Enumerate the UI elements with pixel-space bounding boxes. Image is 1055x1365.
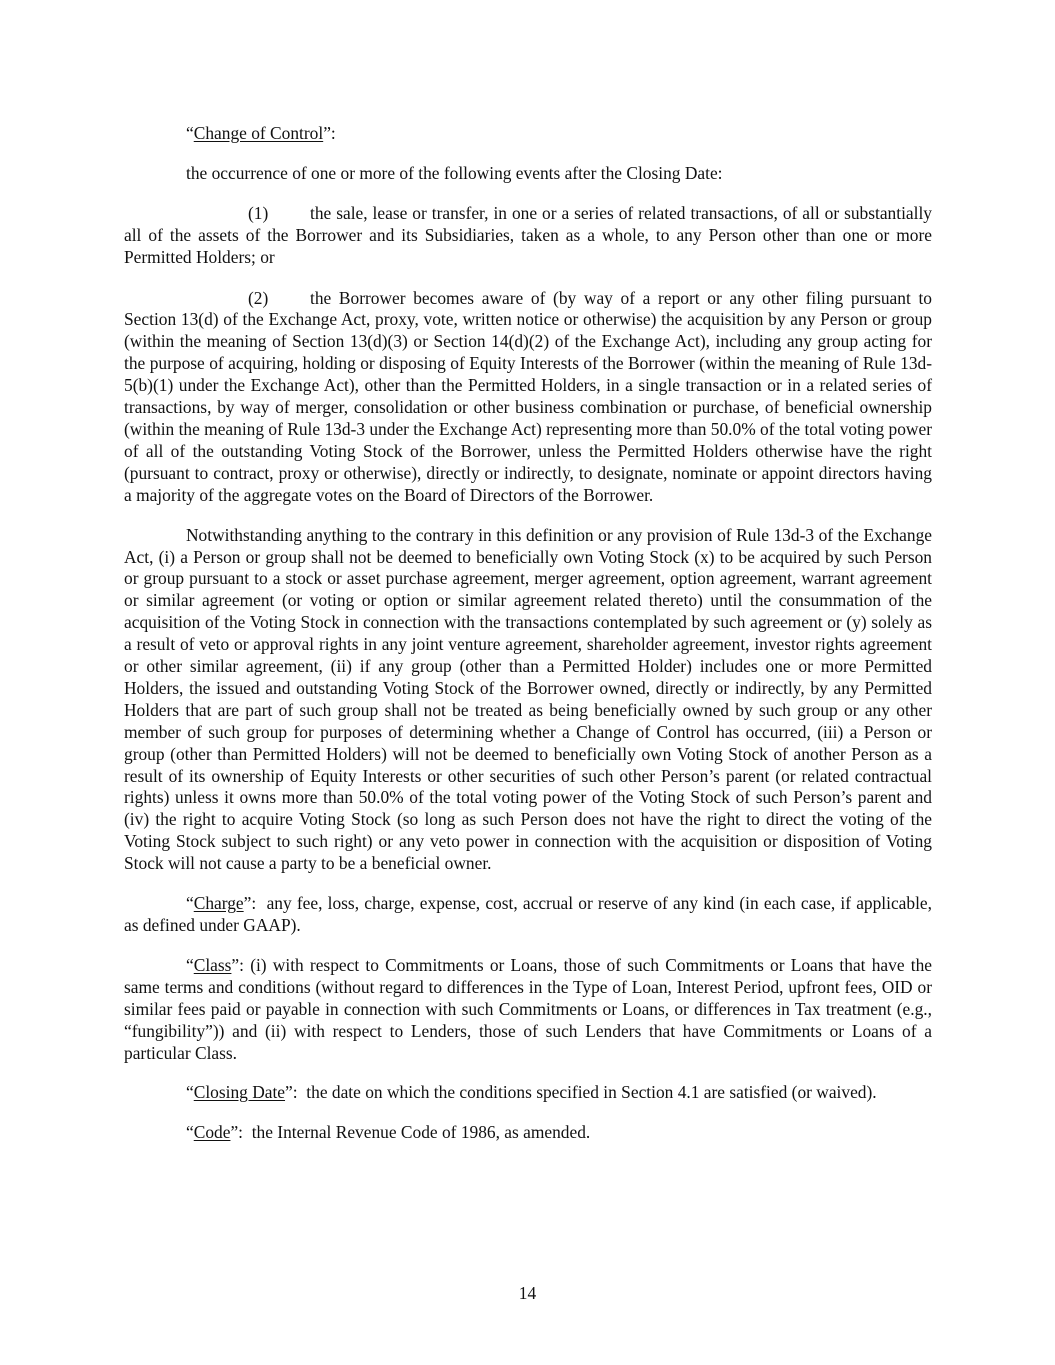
item-text: the Borrower becomes aware of (by way of a report or any other filing pursuant to Section 13(d) of the Exchange Act, proxy, vote, written notice or otherwise) the acquisition by any Person or group (within the meaning of Section 13(d)(3) or Section 14(d)(2) of the Exchange Act), including any group acting for the purpose of acquiring, holding or disposing of Equity Interests of the Borrower (within the meaning of Rule 13d-5(b)(1) under the Exchange Act), other than the Permitted Holders, in a single transaction or in a related series of transactions, by way of merger, consolidation or other business combination or purchase, of beneficial ownership (within the meaning of Rule 13d-3 under the Exchange Act) representing more than 50.0% of the total voting power of all of the outstanding Voting Stock of the Borrower, unless the Permitted Holders otherwise have the right (pursuant to contract, proxy or otherwise), directly or indirectly, to designate, nominate or appoint directors having a majority of the aggregate votes on the Board of Directors of the Borrower. xyxy=(124,287,932,505)
definition-charge: “Charge”: any fee, loss, charge, expense, cost, accrual or reserve of any kind (in each case, if applicable, as defined under GAAP). xyxy=(124,893,932,935)
defined-term-class: Class xyxy=(193,954,232,975)
defined-term-charge: Charge xyxy=(193,893,244,914)
definition-closing-date: “Closing Date”: the date on which the conditions specified in Section 4.1 are satisfied (or waived). xyxy=(186,1082,877,1103)
definition-text: (i) with respect to Commitments or Loans, those of such Commitments or Loans that have the same terms and conditions (without regard to differences in the Type of Loan, Interest Period, upfront fees, OID or similar fees paid or payable in connection with such Commitments or Loans, or differences in Tax treatment (e.g., “fungibility”)) and (ii) with respect to Lenders, those of such Lenders that have Commitments or Loans of a particular Class. xyxy=(124,954,932,1063)
document-page xyxy=(124,123,932,1144)
definition-text: the date on which the conditions specified in Section 4.1 are satisfied (or waived). xyxy=(306,1082,877,1103)
definition-change-of-control-heading: “Change of Control”: xyxy=(186,123,336,143)
change-of-control-intro: the occurrence of one or more of the following events after the Closing Date: xyxy=(186,162,723,183)
defined-term-code: Code xyxy=(193,1122,231,1143)
item-number: (2) xyxy=(248,287,269,308)
change-of-control-item-1 xyxy=(124,203,932,269)
definition-text: any fee, loss, charge, expense, cost, accrual or reserve of any kind (in each case, if applicable, as defined under GAAP). xyxy=(124,893,932,935)
defined-term-change-of-control: Change of Control xyxy=(193,123,324,143)
definition-code: “Code”: the Internal Revenue Code of 1986, as amended. xyxy=(186,1122,591,1143)
definition-class: “Class”: (i) with respect to Commitments or Loans, those of such Commitments or Loans that have the same terms and conditions (without regard to differences in the Type of Loan, Interest Period, upfront fees, OID or similar fees paid or payable in connection with such Commitments or Loans, or differences in Tax treatment (e.g., “fungibility”)) and (ii) with respect to Lenders, those of such Lenders that have Commitments or Loans of a particular Class. xyxy=(124,954,932,1063)
change-of-control-item-2 xyxy=(124,288,932,507)
item-number: (1) xyxy=(248,202,269,223)
item-text: the sale, lease or transfer, in one or a series of related transactions, of all or substantially all of the assets of the Borrower and its Subsidiaries, taken as a whole, to any Person other than one or more Permitted Holders; or xyxy=(124,202,932,267)
definition-text: the Internal Revenue Code of 1986, as amended. xyxy=(251,1122,591,1143)
change-of-control-notwithstanding: Notwithstanding anything to the contrary in this definition or any provision of Rule 13d-3 of the Exchange Act, (i) a Person or group shall not be deemed to beneficially own Voting Stock (x) to be acquired by such Person or group pursuant to a stock or asset purchase agreement, merger agreement, option agreement, warrant agreement or similar agreement (or voting or option or similar agreement related thereto) until the consummation of the acquisition of the Voting Stock in connection with the transactions contemplated by such agreement or (y) solely as a result of veto or approval rights in any joint venture agreement, shareholder agreement, investor rights agreement or other similar agreement, (ii) if any group (other than a Permitted Holder) includes one or more Permitted Holders, the issued and outstanding Voting Stock of the Borrower owned, directly or indirectly, by any Permitted Holders that are part of such group shall not be treated as being beneficially owned by such group or any other member of such group for purposes of determining whether a Change of Control has occurred, (iii) a Person or group (other than Permitted Holders) will not be deemed to beneficially own Voting Stock of another Person as a result of its ownership of Equity Interests or other securities of such other Person’s parent (or related contractual rights) unless it owns more than 50.0% of the total voting power of the Voting Stock of such Person’s parent and (iv) the right to acquire Voting Stock (so long as such Person does not have the right to direct the voting of the Voting Stock subject to such right) or any veto power in connection with the acquisition or disposition of Voting Stock will not cause a party to be a beneficial owner. xyxy=(124,524,932,874)
defined-term-closing-date: Closing Date xyxy=(193,1082,286,1103)
page-number: 14 xyxy=(518,1283,537,1303)
